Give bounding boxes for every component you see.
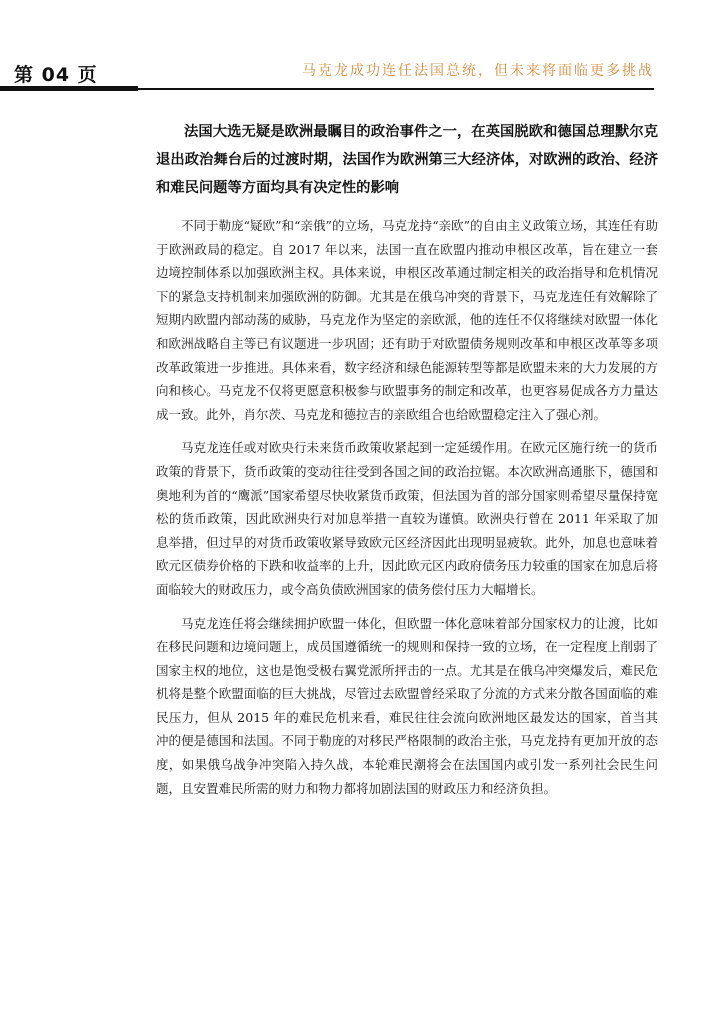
article-paragraph: 马克龙连任或对欧央行未来货币政策收紧起到一定延缓作用。在欧元区施行统一的货币政策的背景下，货币政策的变动往往受到各国之间的政治拉锯。本次欧洲高通胀下，德国和奥地利为首的“鹰派”国家希望尽快收紧货币政策，但法国为首的部分国家则希望尽量保持宽松的货币政策，因此欧洲央行对加息举措一直较为谨慎。欧洲央行曾在 2011 年采取了加息举措，但过早的对货币政策收紧导致欧元区经济因此出现明显疲软。此外，加息也意味着欧元区债券价格的下跌和收益率的上升，因此欧元区内政府债务压力较重的国家在加息后将面临较大的财政压力，或令高负债欧洲国家的债务偿付压力大幅增长。: [156, 440, 658, 597]
page-number-label: 第 04 页: [14, 64, 98, 86]
article-body: [156, 118, 658, 810]
page-header: [0, 0, 724, 100]
article-paragraph: 不同于勒庞“疑欧”和“亲俄”的立场，马克龙持“亲欧”的自由主义政策立场，其连任有助于欧洲政局的稳定。自 2017 年以来，法国一直在欧盟内推动申根区改革，旨在建立一套边境控制体系以加强欧洲主权。具体来说，申根区改革通过制定相关的政治指导和危机情况下的紧急支持机制来加强欧洲的防御。尤其是在俄乌冲突的背景下，马克龙连任有效解除了短期内欧盟内部动荡的威胁，马克龙作为坚定的亲欧派，他的连任不仅将继续对欧盟一体化和欧洲战略自主等已有议题进一步巩固；还有助于对欧盟债务规则改革和申根区改革等多项改革政策进一步推进。具体来看，数字经济和绿色能源转型等都是欧盟未来的大力发展的方向和核心。马克龙不仅将更愿意积极参与欧盟事务的制定和改革，也更容易促成各方力量达成一致。此外，肖尔茨、马克龙和德拉吉的亲欧组合也给欧盟稳定注入了强心剂。: [156, 218, 658, 422]
article-lead: 法国大选无疑是欧洲最瞩目的政治事件之一，在英国脱欧和德国总理默尔克退出政治舞台后的过渡时期，法国作为欧洲第三大经济体，对欧洲的政治、经济和难民问题等方面均具有决定性的影响: [156, 124, 658, 196]
running-title: 马克龙成功连任法国总统，但未来将面临更多挑战: [302, 63, 654, 79]
header-rule-thin: [138, 88, 654, 90]
article-paragraph: 马克龙连任将会继续拥护欧盟一体化，但欧盟一体化意味着部分国家权力的让渡，比如在移民问题和边境问题上，成员国遵循统一的规则和保持一致的立场，在一定程度上削弱了国家主权的地位，这也是饱受极右翼党派所抨击的一点。尤其是在俄乌冲突爆发后，难民危机将是整个欧盟面临的巨大挑战，尽管过去欧盟曾经采取了分流的方式来分散各国面临的难民压力，但从 2015 年的难民危机来看，难民往往会流向欧洲地区最发达的国家，首当其冲的便是德国和法国。不同于勒庞的对移民严格限制的政治主张，马克龙持有更加开放的态度，如果俄乌战争冲突陷入持久战，本轮难民潮将会在法国国内或引发一系列社会民生问题，且安置难民所需的财力和物力都将加剧法国的财政压力和经济负担。: [156, 615, 658, 796]
header-rule-thick: [0, 86, 138, 91]
